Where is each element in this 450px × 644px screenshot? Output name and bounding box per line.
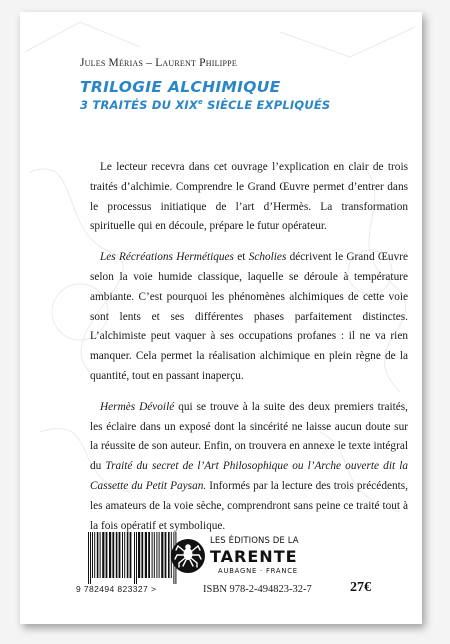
tarentula-logo-icon bbox=[170, 538, 206, 574]
subtitle-superscript: e bbox=[197, 98, 203, 107]
barcode-bar bbox=[145, 532, 147, 578]
italic-title-recreations: Les Récréations Hermétiques bbox=[100, 251, 234, 264]
barcode-bar bbox=[154, 532, 155, 578]
italic-title-traite: Traité du secret de l’Art Philosophique ou l’Arche ouverte dit la Cassette du Petit Paysan. bbox=[90, 460, 408, 492]
publisher-location: AUBAGNE · FRANCE bbox=[218, 567, 298, 575]
barcode-bar bbox=[119, 532, 121, 578]
blurb-paragraph-3 bbox=[90, 398, 408, 537]
barcode-bar bbox=[165, 532, 167, 578]
barcode bbox=[86, 530, 182, 590]
paragraph3-text-2: Informés par la lecture des trois précédents, les amateurs de la voie sèche, comprendront sans peine ce traité tout à la fois opératif et symbolique. bbox=[90, 479, 408, 532]
price: 27€ bbox=[350, 580, 371, 595]
barcode-bar bbox=[159, 532, 160, 578]
barcode-bar bbox=[92, 532, 93, 578]
barcode-bar bbox=[116, 532, 118, 578]
paragraph2-text-1: et bbox=[233, 251, 249, 264]
barcode-bar bbox=[90, 532, 91, 584]
barcode-bar bbox=[156, 532, 157, 578]
author-names: Jules Mérias – Laurent Philippe bbox=[80, 57, 237, 69]
barcode-bar bbox=[134, 532, 135, 584]
book-title: TRILOGIE ALCHIMIQUE bbox=[80, 78, 281, 96]
blurb-paragraph-1: Le lecteur recevra dans cet ouvrage l’explication en clair de trois traités d’alchimie. Comprendre le Grand Œuvre permet d’entrer dans le processus initiatique de l’art d’Hermès. La transformation spirituelle qui en découle, prépare le futur opérateur. bbox=[90, 161, 408, 233]
barcode-bar bbox=[102, 532, 104, 578]
barcode-bar bbox=[122, 532, 123, 578]
subtitle-prefix: 3 TRAITÉS DU XIX bbox=[80, 98, 198, 112]
barcode-bar bbox=[161, 532, 163, 578]
barcode-bar bbox=[136, 532, 137, 584]
isbn-number: ISBN 978-2-494823-32-7 bbox=[203, 584, 312, 595]
barcode-bar bbox=[127, 532, 129, 578]
paragraph2-text-2: décrivent le Grand Œuvre selon la voie humide classique, laquelle se déroule à température ambiante. C’est pourquoi les phénomènes alchimiques de cette voie sont lents et ses différentes phases parfaitement distinctes. L’alchimiste peut vaquer à ses occupations profanes : il ne va rien manquer. Cela permet la réalisation alchimique en plein règne de la quantité, tout en passant inaperçu. bbox=[90, 251, 409, 382]
book-back-cover bbox=[20, 12, 422, 624]
barcode-bar bbox=[141, 532, 143, 578]
subtitle-suffix: SIÈCLE EXPLIQUÉS bbox=[202, 98, 331, 112]
barcode-bar bbox=[124, 532, 125, 578]
barcode-bar bbox=[138, 532, 140, 578]
barcode-bar bbox=[106, 532, 108, 578]
blurb-paragraph-2 bbox=[90, 248, 408, 387]
barcode-bar bbox=[130, 532, 132, 578]
italic-title-hermes: Hermès Dévoilé bbox=[100, 400, 175, 413]
barcode-bar bbox=[148, 532, 150, 578]
italic-title-scholies: Scholies bbox=[248, 251, 287, 264]
barcode-bar bbox=[112, 532, 114, 578]
barcode-bar bbox=[88, 532, 89, 584]
publisher-logo-block bbox=[170, 534, 330, 578]
barcode-bar bbox=[94, 532, 95, 578]
publisher-line-1: LES ÉDITIONS DE LA bbox=[210, 536, 299, 546]
paragraph3-text-1: qui se trouve à la suite des deux premiers traités, les éclaire dans un exposé dont la sincérité ne laisse aucun doute sur la réussite de son auteur. Enfin, on trouvera en annexe le texte intégral du bbox=[90, 400, 409, 473]
barcode-bar bbox=[97, 532, 99, 578]
barcode-digits: 9 782494 823327 > bbox=[76, 584, 157, 594]
book-subtitle bbox=[80, 98, 420, 112]
blurb-text bbox=[90, 158, 408, 536]
barcode-bar bbox=[109, 532, 111, 578]
publisher-name: TARENTE bbox=[210, 547, 298, 566]
barcode-bar bbox=[100, 532, 101, 578]
barcode-bar bbox=[152, 532, 153, 578]
